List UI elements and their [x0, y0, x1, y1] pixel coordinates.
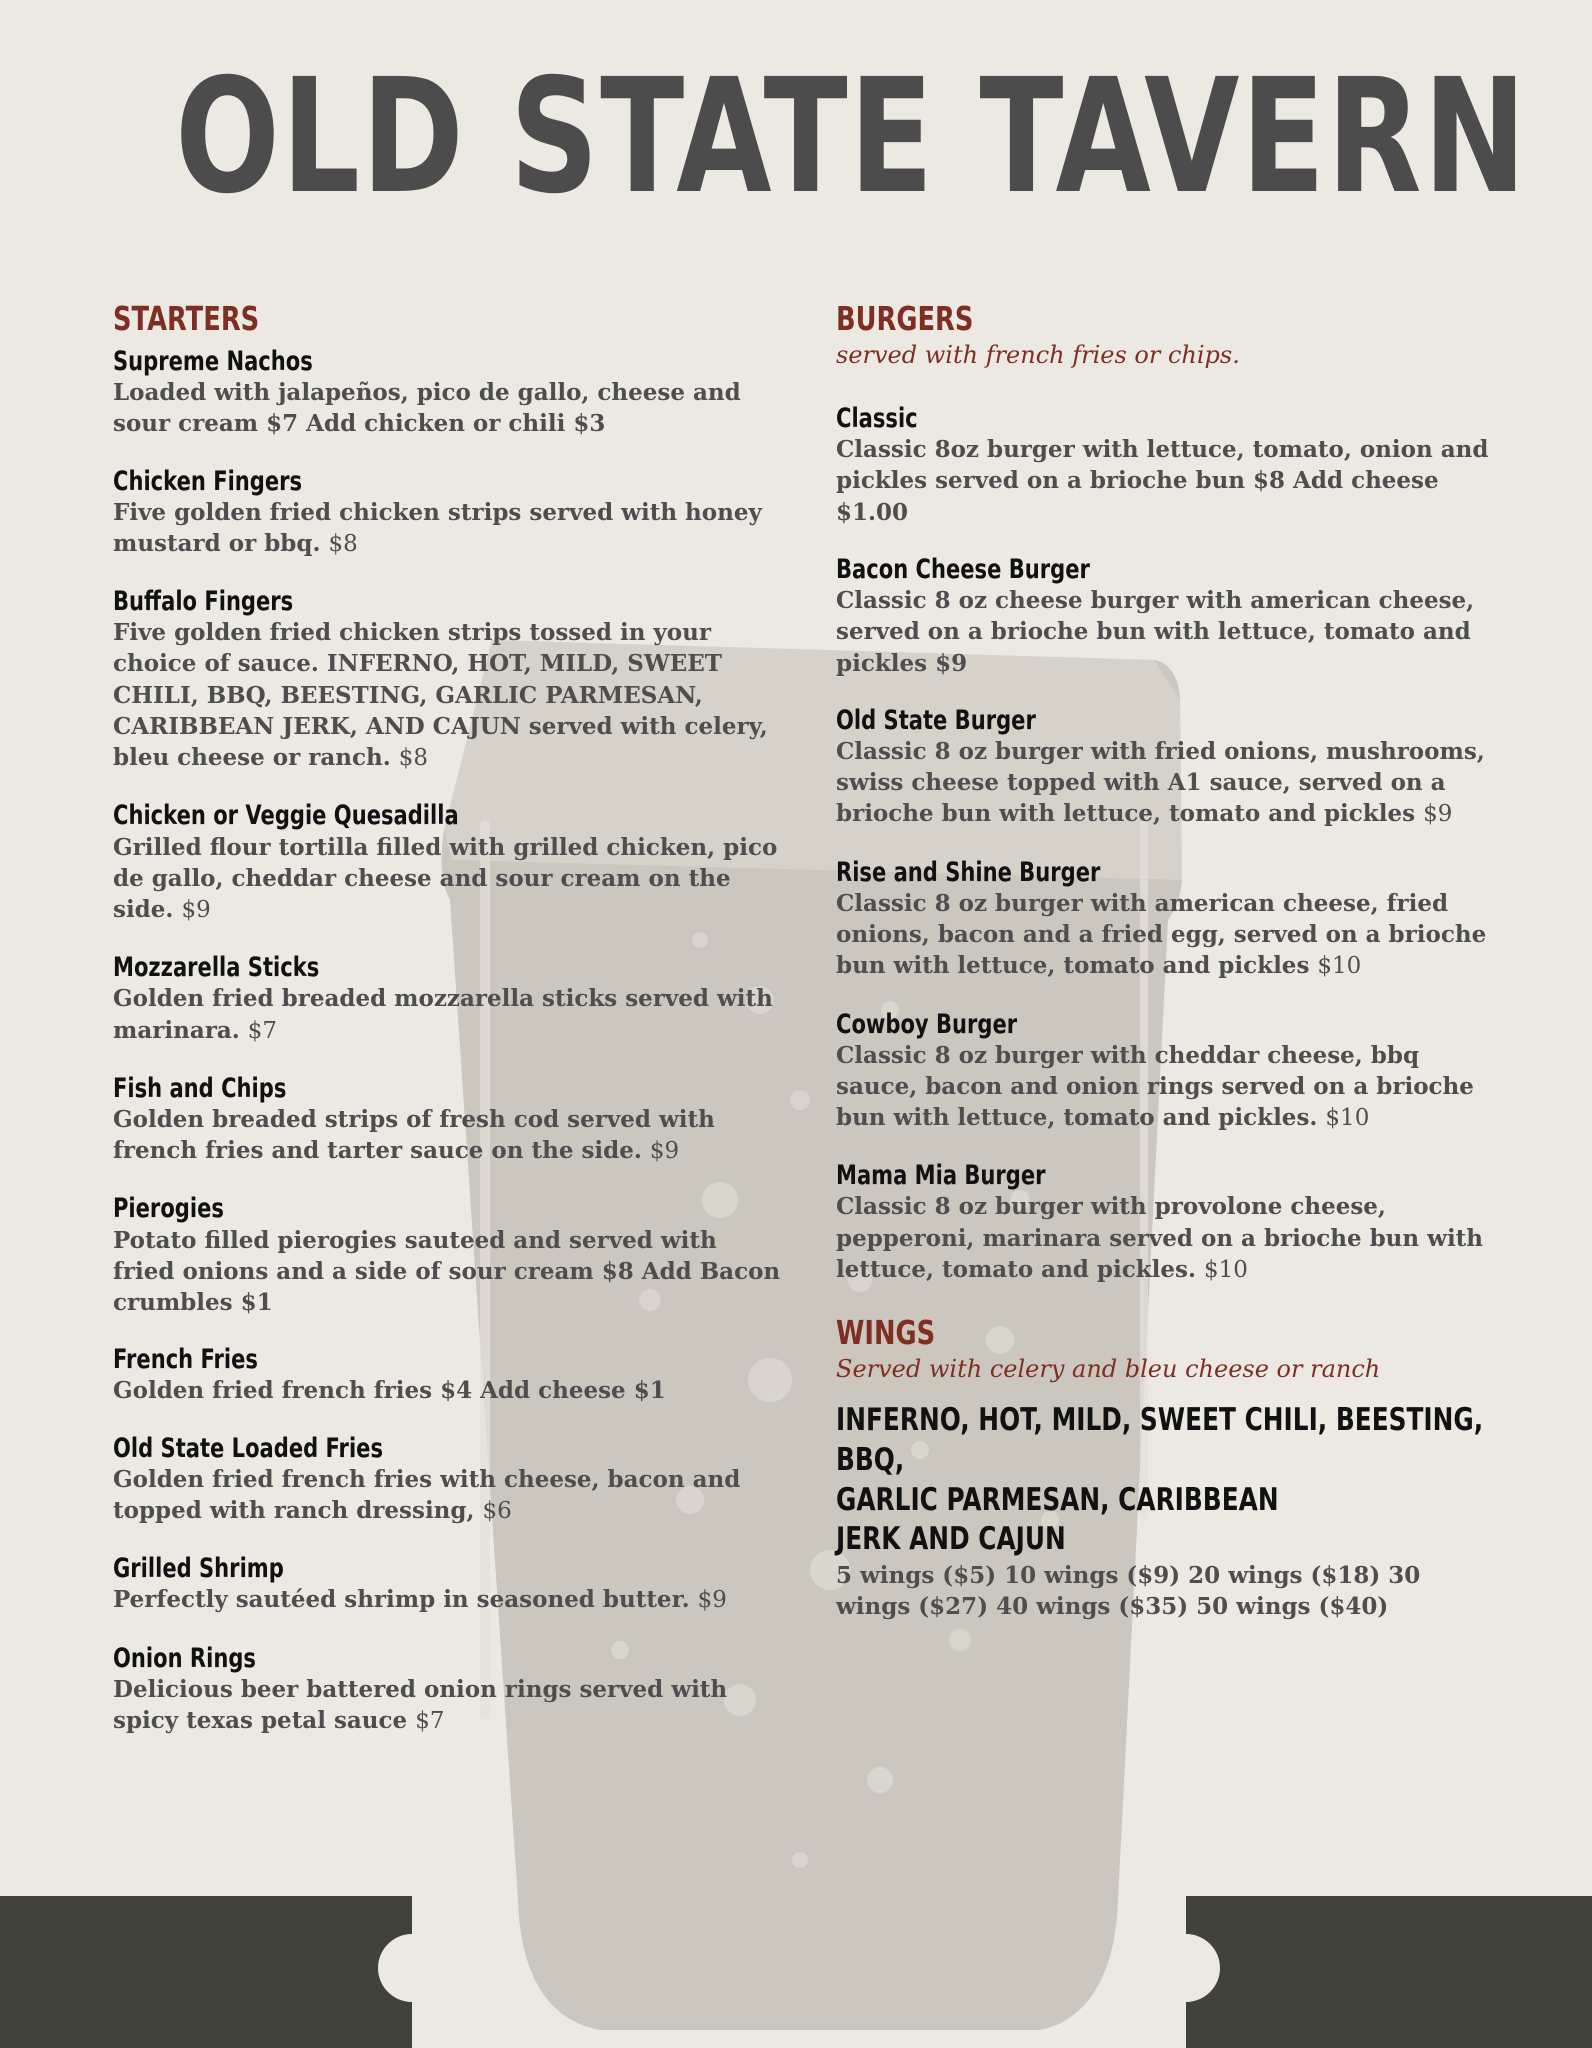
item-description: Golden fried breaded mozzarella sticks served with marinara. $7	[113, 985, 773, 1044]
menu-item	[113, 952, 783, 1047]
menu-item	[113, 1553, 783, 1616]
menu-item	[836, 403, 1496, 528]
item-price: $7	[415, 1707, 445, 1734]
menu-item	[836, 554, 1496, 679]
item-description: Golden breaded strips of fresh cod served with french fries and tarter sauce on the side. $9	[113, 1105, 715, 1165]
menu-item	[113, 800, 783, 926]
item-price: $10	[1325, 1105, 1370, 1132]
item-name: Supreme Nachos	[113, 345, 313, 377]
item-name: Fish and Chips	[113, 1072, 287, 1104]
wing-flavors-line: GARLIC PARMESAN, CARIBBEAN	[836, 1481, 1279, 1518]
menu-item	[113, 1193, 783, 1318]
item-price: $9	[1423, 801, 1453, 828]
item-name: Chicken Fingers	[113, 465, 303, 497]
item-name: Onion Rings	[113, 1642, 256, 1674]
item-price: $9	[181, 897, 211, 924]
menu-item	[836, 1160, 1496, 1286]
wing-prices: 5 wings ($5) 10 wings ($9) 20 wings ($18) 30 wings ($27) 40 wings ($35) 50 wings ($40)	[836, 1562, 1421, 1621]
item-description: Five golden fried chicken strips served with honey mustard or bbq. $8	[113, 498, 762, 557]
item-name: Chicken or Veggie Quesadilla	[113, 800, 459, 832]
burgers-subheading: served with french fries or chips.	[836, 340, 1240, 369]
menu-item	[113, 1643, 783, 1738]
item-name: Mozzarella Sticks	[113, 952, 320, 984]
menu-item	[113, 466, 783, 561]
item-name: Grilled Shrimp	[113, 1553, 284, 1585]
item-price: $7	[247, 1017, 278, 1044]
item-description: Grilled flour tortilla filled with grilled chicken, pico de gallo, cheddar cheese and sour cream on the side. $9	[113, 833, 778, 924]
item-price: $6	[482, 1497, 512, 1524]
item-description: Golden fried french fries $4 Add cheese $1	[113, 1377, 666, 1405]
menu-item	[836, 857, 1496, 983]
wings-subheading: Served with celery and bleu cheese or ranch	[836, 1355, 1381, 1384]
wing-flavors-line: INFERNO, HOT, MILD, SWEET CHILI, BEESTING, BBQ,	[836, 1402, 1484, 1478]
item-price: $10	[1204, 1256, 1248, 1283]
burgers-heading: BURGERS	[836, 299, 974, 338]
menu-item	[113, 346, 783, 440]
item-description: Perfectly sautéed shrimp in seasoned butter. $9	[113, 1586, 727, 1614]
item-price: $8	[328, 530, 358, 557]
menu-item	[836, 1009, 1496, 1135]
item-name: Classic	[836, 403, 918, 435]
restaurant-title: OLD STATE TAVERN	[175, 45, 1528, 229]
item-description: Classic 8 oz burger with provolone cheese, pepperoni, marinara served on a brioche bun with lettuce, tomato and pickles. $10	[836, 1193, 1484, 1283]
item-name: Old State Burger	[836, 704, 1036, 736]
wing-flavors	[836, 1401, 1508, 1560]
item-name: Cowboy Burger	[836, 1008, 1018, 1040]
menu-item	[113, 1344, 783, 1406]
menu-item	[836, 705, 1496, 831]
item-name: Pierogies	[113, 1193, 224, 1225]
menu-item	[113, 1433, 783, 1528]
item-name: Buffalo Fingers	[113, 586, 294, 618]
item-description: Classic 8oz burger with lettuce, tomato, onion and pickles served on a brioche bun $8 Add cheese $1.00	[836, 436, 1489, 526]
item-description: Potato filled pierogies sauteed and served with fried onions and a side of sour cream $8 Add Bacon crumbles $1	[113, 1226, 781, 1317]
burgers-wings-column	[836, 300, 1496, 1623]
item-price: $10	[1317, 953, 1362, 980]
item-description: Classic 8 oz burger with american cheese, fried onions, bacon and a fried egg, served on a brioche bun with lettuce, tomato and pickles $10	[836, 889, 1487, 980]
item-description: Delicious beer battered onion rings served with spicy texas petal sauce $7	[113, 1675, 728, 1734]
item-description: Loaded with jalapeños, pico de gallo, cheese and sour cream $7 Add chicken or chili $3	[113, 378, 741, 438]
item-price: $9	[697, 1587, 727, 1614]
item-description: Golden fried french fries with cheese, bacon and topped with ranch dressing, $6	[113, 1465, 741, 1524]
starters-heading: STARTERS	[113, 299, 260, 338]
wing-flavors-line: JERK AND CAJUN	[836, 1521, 1066, 1558]
item-price: $8	[398, 745, 429, 772]
item-description: Classic 8 oz cheese burger with american cheese, served on a brioche bun with lettuce, tomato and pickles $9	[836, 587, 1475, 677]
item-name: Bacon Cheese Burger	[836, 553, 1090, 585]
item-name: French Fries	[113, 1344, 258, 1376]
item-description: Classic 8 oz burger with cheddar cheese, bbq sauce, bacon and onion rings served on a brioche bun with lettuce, tomato and pickles. $10	[836, 1041, 1474, 1132]
menu-item	[113, 586, 783, 774]
item-name: Old State Loaded Fries	[113, 1432, 383, 1464]
menu-item	[113, 1073, 783, 1168]
item-price: $9	[649, 1138, 680, 1165]
item-description: Five golden fried chicken strips tossed in your choice of sauce. INFERNO, HOT, MILD, SWEET CHILI, BBQ, BEESTING, GARLIC PARMESAN, CARIBBEAN JERK, AND CAJUN served with celery, bleu cheese or ranch. $8	[113, 619, 768, 772]
wings-heading: WINGS	[836, 1313, 936, 1353]
item-name: Rise and Shine Burger	[836, 856, 1101, 888]
starters-column	[113, 300, 783, 1737]
item-description: Classic 8 oz burger with fried onions, mushrooms, swiss cheese topped with A1 sauce, served on a brioche bun with lettuce, tomato and pickles $9	[836, 737, 1485, 828]
item-name: Mama Mia Burger	[836, 1160, 1046, 1192]
